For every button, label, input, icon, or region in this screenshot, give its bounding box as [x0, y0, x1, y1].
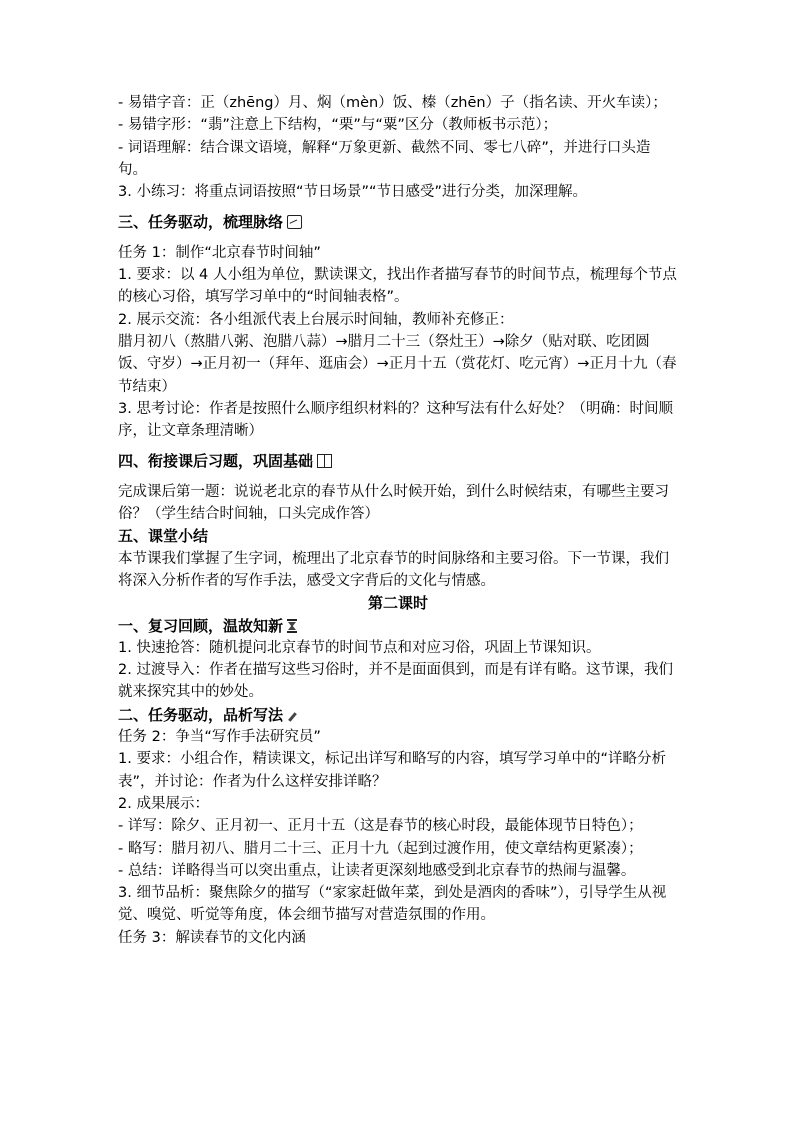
paragraph: 完成课后第一题：说说老北京的春节从什么时候开始，到什么时候结束，有哪些主要习俗？（学生结合时间轴，口头完成作答）	[118, 483, 669, 523]
paragraph: - 易错字形：“翡”注意上下结构，“栗”与“粟”区分（教师板书示范）；	[118, 117, 558, 134]
section-heading	[118, 450, 678, 472]
paragraph: 2. 过渡导入：作者在描写这些习俗时，并不是面面俱到，而是有详有略。这节课，我们就来探究其中的妙处。	[118, 662, 673, 701]
heading-text: 一、复习回顾，温故知新	[118, 616, 284, 635]
pen-icon	[287, 712, 297, 722]
section-heading	[118, 704, 678, 726]
book-icon	[317, 454, 332, 468]
paragraph: 1. 要求：以 4 人小组为单位，默读课文，找出作者描写春节的时间节点，梳理每个节点的核心习俗，填写学习单中的“时间轴表格”。	[118, 267, 677, 306]
hourglass-icon	[287, 619, 297, 633]
document-body	[118, 92, 678, 949]
paragraph: 2. 展示交流：各小组派代表上台展示时间轴，教师补充修正：	[118, 311, 514, 328]
paragraph: - 总结：详略得当可以突出重点，让读者更深刻地感受到北京春节的热闹与温馨。	[118, 862, 636, 879]
paragraph: - 略写：腊月初八、腊月二十三、正月十九（起到过渡作用，使文章结构更紧凑）；	[118, 840, 643, 857]
paragraph: 任务 2：争当“写作手法研究员”	[118, 729, 321, 746]
section-heading	[118, 211, 678, 233]
heading-text: 三、任务驱动，梳理脉络	[118, 213, 284, 232]
paragraph: 3. 细节品析：聚焦除夕的描写（“家家赶做年菜，到处是酒肉的香味”），引导学生从视觉、嗅觉、听觉等角度，体会细节描写对营造氛围的作用。	[118, 885, 667, 924]
section-heading: 五、课堂小结	[118, 527, 209, 546]
heading-text: 四、衔接课后习题，巩固基础	[118, 452, 314, 471]
paragraph: 3. 思考讨论：作者是按照什么顺序组织材料的？这种写法有什么好处？（明确：时间顺序，让文章条理清晰）	[118, 400, 673, 440]
paragraph: - 词语理解：结合课文语境，解释“万象更新、截然不同、零七八碎”，并进行口头造句。	[118, 139, 651, 178]
paragraph: 腊月初八（熬腊八粥、泡腊八蒜）→腊月二十三（祭灶王）→除夕（贴对联、吃团圆饭、守岁）→正月初一（拜年、逛庙会）→正月十五（赏花灯、吃元宵）→正月十九（春节结束）	[118, 333, 677, 395]
paragraph: 3. 小练习：将重点词语按照“节日场景”“节日感受”进行分类，加深理解。	[118, 184, 587, 201]
paragraph: 1. 要求：小组合作，精读课文，标记出详写和略写的内容，填写学习单中的“详略分析表”，并讨论：作者为什么这样安排详略？	[118, 751, 666, 790]
paragraph: 1. 快速抢答：随机提问北京春节的时间节点和对应习俗，巩固上节课知识。	[118, 639, 601, 656]
lesson-title: 第二课时	[367, 594, 428, 613]
paragraph: 本节课我们掌握了生字词，梳理出了北京春节的时间脉络和主要习俗。下一节课，我们将深入分析作者的写作手法，感受文字背后的文化与情感。	[118, 550, 669, 589]
paragraph: 任务 3：解读春节的文化内涵	[118, 929, 306, 946]
paragraph: 任务 1：制作“北京春节时间轴”	[118, 244, 321, 261]
paragraph: - 详写：除夕、正月初一、正月十五（这是春节的核心时段，最能体现节日特色）；	[118, 818, 643, 835]
heading-text: 二、任务驱动，品析写法	[118, 705, 284, 724]
section-heading	[118, 615, 678, 637]
paragraph: 2. 成果展示：	[118, 795, 209, 812]
map-icon	[287, 215, 302, 229]
paragraph: - 易错字音：正（zhēng）月、焖（mèn）饭、榛（zhēn）子（指名读、开火车读）；	[118, 95, 667, 111]
